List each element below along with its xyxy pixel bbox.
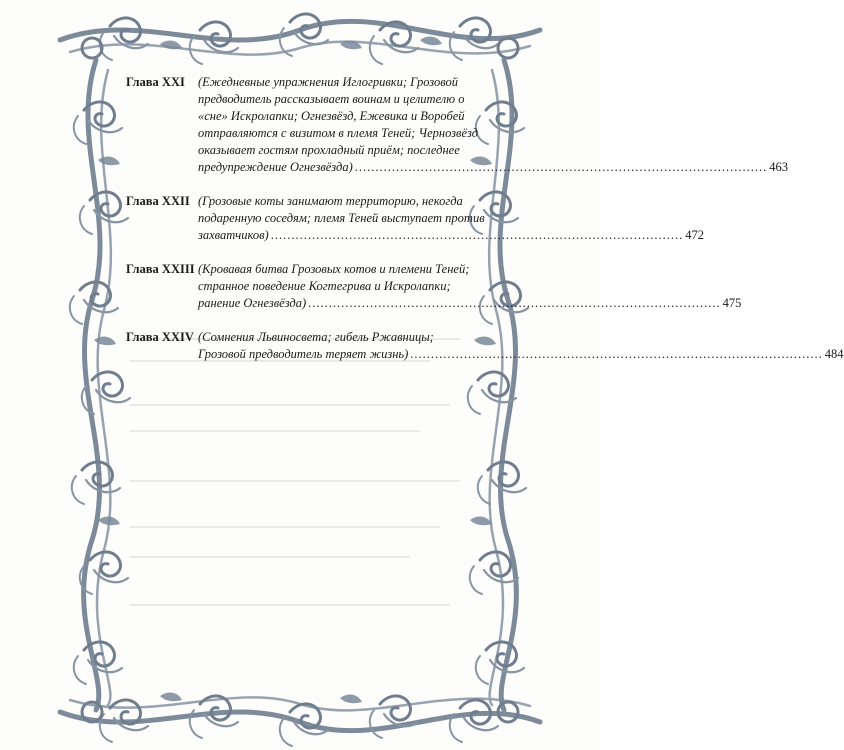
table-of-contents — [126, 74, 844, 380]
bottom-border-ornament — [60, 693, 540, 746]
description-last-line — [198, 159, 788, 176]
description-line: «сне» Искролапки; Огнезвёзд, Ежевика и Воробей — [198, 109, 465, 123]
dot-leader — [271, 227, 684, 244]
chapter-description — [198, 261, 741, 312]
page-number: 475 — [722, 296, 742, 310]
show-through-line — [130, 604, 450, 606]
dot-leader — [355, 159, 768, 176]
description-line: предупреждение Огнезвёзда) — [198, 160, 353, 174]
chapter-description — [198, 329, 844, 363]
toc-entry[interactable] — [126, 193, 704, 244]
chapter-label: Глава XXIII — [126, 262, 195, 276]
page-number: 472 — [685, 228, 704, 242]
chapter-label: Глава XXI — [126, 75, 185, 89]
description-line: оказывает гостям прохладный приём; последнее — [198, 143, 460, 157]
description-line: (Ежедневные упражнения Иглогривки; Грозовой — [198, 75, 458, 89]
description-line: предводитель рассказывает воинам и целителю о — [198, 92, 465, 106]
description-last-line — [198, 295, 741, 312]
show-through-line — [130, 526, 440, 528]
chapter-description — [198, 74, 788, 176]
dot-leader — [308, 295, 721, 312]
show-through-line — [130, 480, 460, 482]
toc-entry[interactable] — [126, 329, 844, 363]
show-through-line — [130, 404, 450, 406]
description-line: захватчиков) — [198, 228, 269, 242]
description-line: (Кровавая битва Грозовых котов и племени Теней; — [198, 262, 470, 276]
chapter-label: Глава XXIV — [126, 330, 194, 344]
top-border-ornament — [60, 14, 540, 64]
description-line: Грозовой предводитель теряет жизнь) — [198, 347, 409, 361]
description-line: отправляются с визитом в племя Теней; Чернозвёзд — [198, 126, 479, 140]
show-through-line — [130, 556, 410, 558]
show-through-line — [130, 430, 420, 432]
page-number: 484 — [824, 347, 844, 361]
toc-entry[interactable] — [126, 261, 742, 312]
description-line: (Сомнения Львиносвета; гибель Ржавницы; — [198, 330, 434, 344]
page-number: 463 — [769, 160, 788, 174]
description-line: ранение Огнезвёзда) — [198, 296, 307, 310]
description-last-line — [198, 227, 704, 244]
chapter-label: Глава XXII — [126, 194, 190, 208]
description-line: странное поведение Когтегрива и Искролапки; — [198, 279, 451, 293]
description-line: (Грозовые коты занимают территорию, некогда — [198, 194, 463, 208]
toc-entry[interactable] — [126, 74, 788, 176]
dot-leader — [410, 346, 823, 363]
description-last-line — [198, 346, 844, 363]
chapter-description — [198, 193, 704, 244]
left-border-ornament — [70, 60, 130, 710]
description-line: подаренную соседям; племя Теней выступает против — [198, 211, 485, 225]
